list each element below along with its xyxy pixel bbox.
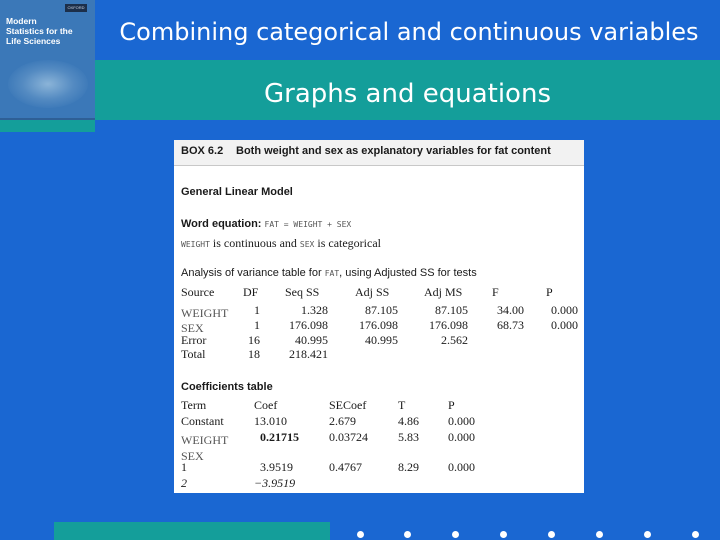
footer-dot — [452, 531, 459, 538]
coef-cell: 0.000 — [448, 430, 475, 444]
footer-dot — [692, 531, 699, 538]
coef-cell: 3.9519 — [260, 460, 293, 474]
book-title-line: Statistics for the — [6, 26, 73, 36]
anova-cell: 176.098 — [289, 318, 328, 332]
footer-dot — [404, 531, 411, 538]
coef-header: P — [448, 398, 455, 412]
anova-header: Adj MS — [424, 285, 463, 299]
model-heading: General Linear Model — [181, 186, 293, 198]
anova-cell: Error — [181, 333, 207, 347]
coef-cell: 0.4767 — [329, 460, 362, 474]
anova-cell: 87.105 — [365, 303, 398, 317]
anova-heading — [181, 267, 477, 279]
anova-heading-text: , using Adjusted SS for tests — [339, 267, 477, 279]
anova-var: FAT — [324, 269, 340, 278]
variable-types — [181, 236, 381, 251]
anova-cell: 16 — [248, 333, 260, 347]
coef-cell: Constant — [181, 414, 224, 428]
book-title-line: Modern — [6, 16, 37, 26]
anova-cell: 176.098 — [429, 318, 468, 332]
coef-header: T — [398, 398, 406, 412]
anova-cell: 1.328 — [301, 303, 328, 317]
footer-dot — [596, 531, 603, 538]
word-equation-value: FAT = WEIGHT + SEX — [264, 220, 352, 229]
var-weight: WEIGHT — [181, 240, 210, 249]
anova-header: Source — [181, 285, 215, 299]
book-title-line: Life Sciences — [6, 36, 61, 46]
coef-cell: 0.03724 — [329, 430, 368, 444]
anova-header: P — [546, 285, 553, 299]
anova-header: DF — [243, 285, 259, 299]
coef-header: Term — [181, 398, 207, 412]
slide-subtitle: Graphs and equations — [263, 79, 551, 109]
coef-header: SECoef — [329, 398, 367, 412]
var-type-text: is continuous and — [212, 236, 297, 250]
coef-header: Coef — [254, 398, 278, 412]
word-equation — [181, 218, 351, 230]
footer-dot — [548, 531, 555, 538]
word-equation-label: Word equation: — [181, 218, 262, 230]
anova-header: Adj SS — [355, 285, 390, 299]
anova-header: Seq SS — [285, 285, 320, 299]
box-document — [174, 140, 584, 493]
anova-cell: 34.00 — [497, 303, 524, 317]
anova-cell: 218.421 — [289, 347, 328, 361]
anova-cell: 1 — [254, 318, 260, 332]
book-title — [6, 16, 94, 46]
footer-dot — [500, 531, 507, 538]
footer-dot — [644, 531, 651, 538]
coef-cell: WEIGHT — [181, 433, 229, 447]
anova-cell: 0.000 — [551, 303, 578, 317]
coef-cell: 4.86 — [398, 414, 419, 428]
box-title: Both weight and sex as explanatory variables for fat content — [236, 145, 551, 157]
var-type-text: is categorical — [317, 236, 381, 250]
anova-cell: 87.105 — [435, 303, 468, 317]
coef-cell: 2.679 — [329, 414, 356, 428]
coef-cell: 13.010 — [254, 414, 287, 428]
anova-cell: 68.73 — [497, 318, 524, 332]
anova-cell: 40.995 — [295, 333, 328, 347]
band-edge — [0, 120, 95, 132]
cover-artwork — [8, 60, 88, 108]
anova-cell: 18 — [248, 347, 260, 361]
coef-cell: 0.000 — [448, 414, 475, 428]
anova-heading-text: Analysis of variance table for — [181, 267, 322, 279]
coef-cell: 0.21715 — [260, 430, 299, 444]
anova-cell: 1 — [254, 303, 260, 317]
box-header — [174, 140, 584, 166]
coef-cell: 2 — [181, 476, 187, 490]
coef-cell: 8.29 — [398, 460, 419, 474]
coef-cell: −3.9519 — [254, 476, 296, 490]
footer-dot — [357, 531, 364, 538]
footer-bar — [54, 522, 330, 540]
coef-cell: 0.000 — [448, 460, 475, 474]
publisher-badge: OXFORD — [65, 4, 87, 12]
anova-cell: SEX — [181, 321, 204, 335]
anova-cell: WEIGHT — [181, 306, 229, 320]
book-cover — [0, 0, 95, 132]
coef-cell: SEX — [181, 449, 204, 463]
anova-cell: 2.562 — [441, 333, 468, 347]
coef-cell: 1 — [181, 460, 187, 474]
anova-cell: 0.000 — [551, 318, 578, 332]
box-number: BOX 6.2 — [181, 145, 224, 157]
coef-cell: 5.83 — [398, 430, 419, 444]
slide-title: Combining categorical and continuous variables — [119, 18, 699, 46]
anova-cell: Total — [181, 347, 206, 361]
anova-cell: 40.995 — [365, 333, 398, 347]
anova-cell: 176.098 — [359, 318, 398, 332]
coefficients-heading: Coefficients table — [181, 381, 273, 393]
var-sex: SEX — [299, 240, 315, 249]
anova-header: F — [492, 285, 499, 299]
